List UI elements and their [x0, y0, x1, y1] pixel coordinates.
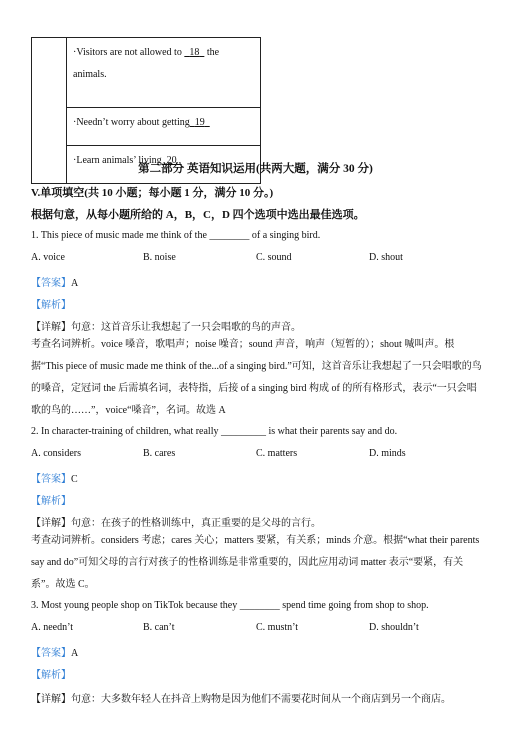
table-row	[32, 108, 261, 146]
q2-option-b: B. cares	[143, 448, 176, 459]
q3-option-a: A. needn’t	[31, 622, 74, 633]
question-3-stem: 3. Most young people shop on TikTok because they ________ spend time going from shop to shop.	[31, 600, 429, 611]
q3-option-c: C. mustn’t	[256, 622, 299, 633]
q3-answer: 【答案】A	[31, 648, 79, 659]
q2-option-a: A. considers	[31, 448, 81, 459]
q1-analysis-tag: 【解析】	[31, 300, 71, 311]
instruction: 根据句意，从每小题所给的 A，B，C，D 四个选项中选出最佳选项。	[31, 209, 365, 221]
blank-18: 18	[189, 47, 200, 58]
q2-explanation: 考查动词辨析。considers 考虑；cares 关心；matters 要紧，有关系；minds 介意。根据“what their parents say and do”可知父母的言行对孩子的性格训练是非常重要的，因此应用动词 matter 表示“要紧，有关系”。故选 C。	[31, 535, 480, 590]
q2-detail: 【详解】句意：在孩子的性格训练中，真正重要的是父母的言行。	[31, 518, 321, 529]
blank-19: 19	[194, 117, 205, 128]
q3-option-b: B. can’t	[143, 622, 175, 633]
row-text: ·Visitors are not allowed to	[73, 47, 185, 58]
q1-option-c: C. sound	[256, 252, 292, 263]
q2-option-c: C. matters	[256, 448, 298, 459]
q2-option-d: D. minds	[369, 448, 406, 459]
row-tail: the	[206, 47, 220, 58]
question-1-stem: 1. This piece of music made me think of the ________ of a singing bird.	[31, 230, 321, 241]
q1-option-b: B. noise	[143, 252, 176, 263]
q1-detail: 【详解】句意：这首音乐让我想起了一只会唱歌的鸟的声音。	[31, 322, 301, 333]
table-cell	[67, 108, 261, 146]
row-text: ·Needn’t worry about getting	[73, 117, 190, 128]
q1-explanation: 考查名词辨析。voice 嗓音，歌唱声；noise 噪音；sound 声音，响声（短暂的）；shout 喊叫声。根据“This piece of music made me think of the...of a singing bird.”可知，这首音乐让我想起了一只会唱歌的鸟的嗓音，定冠词 the 后需填名词，表特指，后接 of a singing bird 构成 of 的所有格形式，表示“一只会唱歌的鸟的……”，voice“嗓音”，名词。故选 A	[31, 339, 482, 416]
q2-answer: 【答案】C	[31, 474, 78, 485]
q3-option-d: D. shouldn’t	[369, 622, 419, 633]
section-title: 第二部分 英语知识运用(共两大题，满分 30 分)	[138, 163, 373, 175]
table-cell	[67, 38, 261, 108]
q3-detail: 【详解】句意：大多数年轻人在抖音上购物是因为他们不需要花时间从一个商店到另一个商店。	[31, 694, 451, 705]
row-text: ·Learn animals’ living	[73, 155, 162, 166]
row-text-2: animals.	[73, 69, 107, 80]
blank-20: 20	[166, 155, 177, 166]
q3-analysis-tag: 【解析】	[31, 670, 71, 681]
part-title: V.单项填空(共 10 小题；每小题 1 分，满分 10 分。)	[31, 187, 274, 199]
question-2-stem: 2. In character-training of children, what really _________ is what their parents say and do.	[31, 426, 398, 437]
q1-option-d: D. shout	[369, 252, 403, 263]
table-row	[32, 38, 261, 108]
q1-option-a: A. voice	[31, 252, 65, 263]
q1-answer: 【答案】A	[31, 278, 79, 289]
q2-analysis-tag: 【解析】	[31, 496, 71, 507]
